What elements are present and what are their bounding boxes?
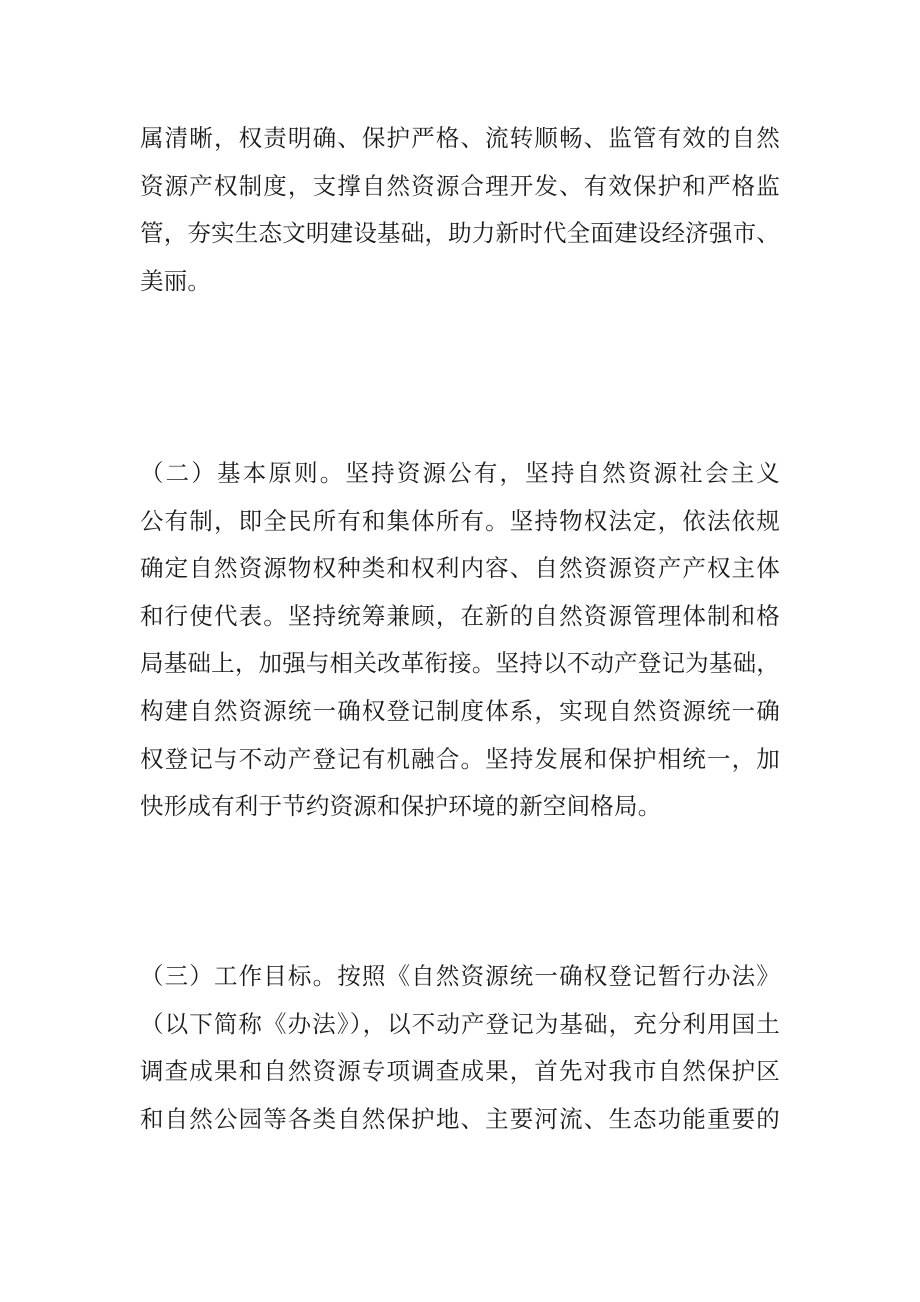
paragraph-property-rights-system xyxy=(140,115,780,305)
text-line: （二）基本原则。坚持资源公有，坚持自然资源社会主义 xyxy=(140,459,780,487)
text-line: 确定自然资源物权种类和权利内容、自然资源资产产权主体 xyxy=(140,554,780,583)
text-line: 资源产权制度，支撑自然资源合理开发、有效保护和严格监 xyxy=(140,171,780,200)
text-line: 美丽。 xyxy=(140,266,212,295)
text-line: 属清晰，权责明确、保护严格、流转顺畅、监管有效的自然 xyxy=(140,124,780,152)
paragraph-basic-principles xyxy=(140,450,780,831)
text-line: 权登记与不动产登记有机融合。坚持发展和保护相统一，加 xyxy=(140,744,780,773)
text-line: 构建自然资源统一确权登记制度体系，实现自然资源统一确 xyxy=(140,696,780,725)
text-line: 局基础上，加强与相关改革衔接。坚持以不动产登记为基础， xyxy=(140,649,780,678)
paragraph-work-goals xyxy=(140,953,780,1143)
text-line: 公有制，即全民所有和集体所有。坚持物权法定，依法依规 xyxy=(140,506,780,535)
text-line: （以下简称《办法》），以不动产登记为基础，充分利用国土 xyxy=(140,1009,780,1038)
text-line: 和自然公园等各类自然保护地、主要河流、生态功能重要的 xyxy=(140,1104,780,1133)
text-line: 和行使代表。坚持统筹兼顾，在新的自然资源管理体制和格 xyxy=(140,601,780,630)
text-line: （三）工作目标。按照《自然资源统一确权登记暂行办法》 xyxy=(140,962,780,990)
text-line: 管，夯实生态文明建设基础，助力新时代全面建设经济强市、 xyxy=(140,219,780,248)
text-line: 调查成果和自然资源专项调查成果，首先对我市自然保护区 xyxy=(140,1057,780,1086)
text-line: 快形成有利于节约资源和保护环境的新空间格局。 xyxy=(140,792,662,821)
